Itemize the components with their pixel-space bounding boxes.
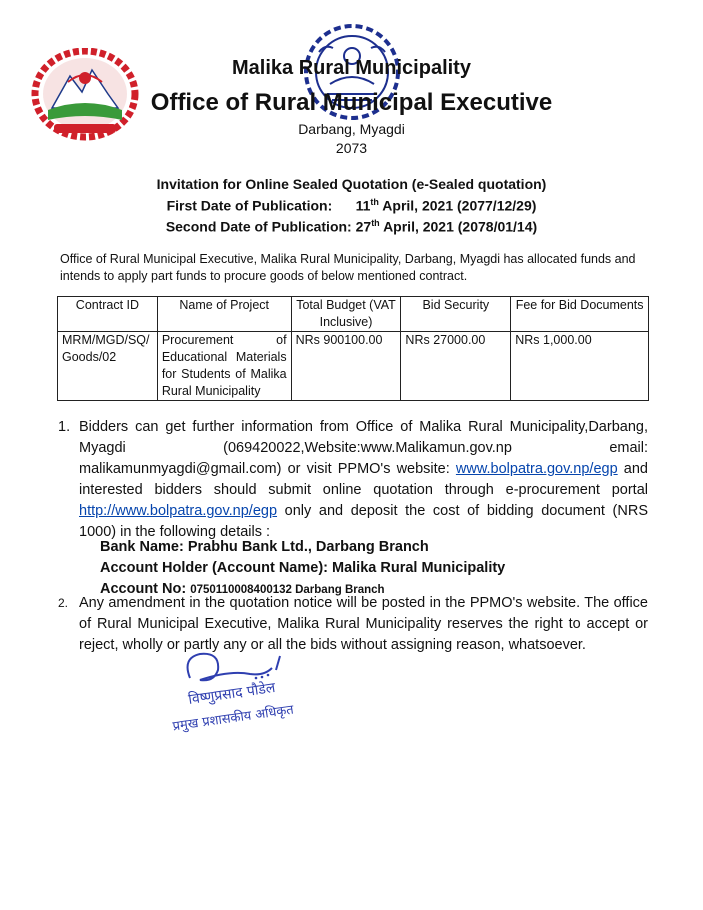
second-publication-date: [0, 218, 703, 235]
signatory-title: प्रमुख प्रशासकीय अधिकृत: [171, 702, 295, 735]
intro-paragraph: Office of Rural Municipal Executive, Malika Rural Municipality, Darbang, Myagdi has allocated funds and intends to apply part funds to procure goods of below mentioned contract.: [60, 252, 636, 283]
first-publication-rest: April, 2021 (2077/12/29): [382, 197, 537, 214]
bank-name: Bank Name: Prabhu Bank Ltd., Darbang Branch: [100, 539, 429, 555]
list-item: [58, 593, 648, 656]
second-publication-rest: April, 2021 (2078/01/14): [383, 218, 538, 235]
cell-project-name: Procurement of Educational Materials for Students of Malika Rural Municipality: [157, 332, 291, 401]
list-item-text: [79, 417, 648, 543]
second-publication-day: 27: [355, 218, 372, 235]
list-item: [58, 417, 648, 543]
col-project-name: Name of Project: [157, 297, 291, 332]
first-publication-date: [0, 197, 703, 214]
account-number-value: 0750110008400132 Darbang Branch: [190, 584, 385, 596]
second-publication-label: Second Date of Publication:: [165, 218, 352, 235]
office-title: Office of Rural Municipal Executive: [150, 89, 553, 116]
cell-contract-id: MRM/MGD/SQ/Goods/02: [58, 332, 158, 401]
item1-text-b: and interested bidders should submit online quotation through e-procurement portal: [79, 461, 648, 498]
cell-bid-fee: NRs 1,000.00: [511, 332, 649, 401]
first-publication-suffix: th: [370, 197, 379, 207]
office-location: Darbang, Myagdi: [298, 121, 405, 137]
cell-bid-security: NRs 27000.00: [401, 332, 511, 401]
list-item-number: 1.: [58, 419, 71, 435]
signature-block: [160, 640, 340, 750]
signatory-name: विष्णुप्रसाद पौडेल: [187, 679, 277, 709]
office-year: 2073: [335, 140, 368, 156]
contract-table: [57, 296, 649, 401]
table-header-row: [58, 297, 649, 332]
col-bid-fee: Fee for Bid Documents: [511, 297, 649, 332]
bolpatra-portal-link[interactable]: http://www.bolpatra.gov.np/egp: [79, 503, 278, 519]
list-item-text: Any amendment in the quotation notice will be posted in the PPMO's website. The office of Rural Municipal Executive, Malika Rural Municipality reserves the right to accept or reject, wholly or partly any or all the bids without assigning reason, whatsoever.: [79, 595, 648, 653]
municipality-name: Malika Rural Municipality: [232, 57, 471, 79]
col-contract-id: Contract ID: [58, 297, 158, 332]
col-total-budget: Total Budget (VAT Inclusive): [291, 297, 401, 332]
second-publication-suffix: th: [371, 218, 380, 228]
item1-text-a: Bidders can get further information from Office of Malika Rural Municipality,Darbang, Myagdi (069420022,Website:www.Malikamun.gov.np email: malikamunmyagdi@gmail.com) or visit PPMO's website:: [79, 419, 648, 477]
item1-text-c: only and deposit the cost of bidding document (NRS 1000) in the following details :: [79, 503, 648, 540]
cell-total-budget: NRs 900100.00: [291, 332, 401, 401]
table-row: [58, 332, 649, 401]
col-bid-security: Bid Security: [401, 297, 511, 332]
bolpatra-link[interactable]: www.bolpatra.gov.np/egp: [455, 461, 618, 477]
list-item-number: 2.: [58, 596, 69, 610]
first-publication-day: 11: [355, 197, 371, 214]
bank-details: [100, 537, 505, 601]
first-publication-label: First Date of Publication:: [166, 197, 333, 214]
account-holder: Account Holder (Account Name): Malika Rural Municipality: [100, 560, 506, 576]
notice-title: Invitation for Online Sealed Quotation (e-Sealed quotation): [156, 176, 547, 192]
account-number-label: Account No:: [100, 581, 191, 597]
